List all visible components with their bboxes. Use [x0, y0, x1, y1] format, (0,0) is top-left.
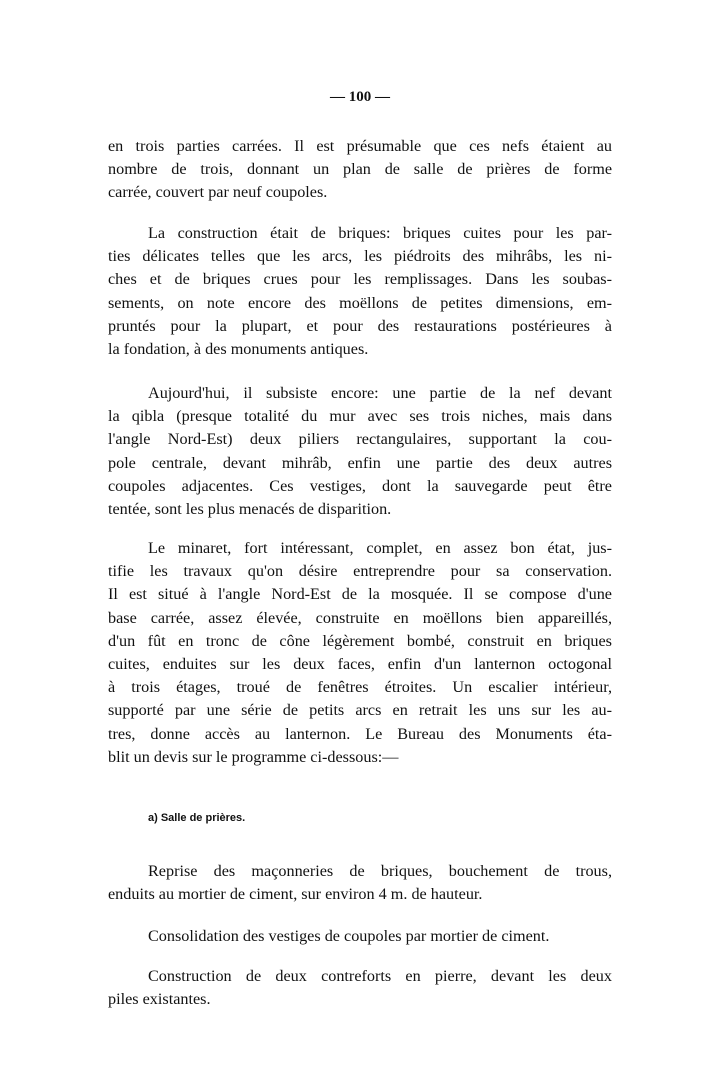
text-line: carrée, couvert par neuf coupoles. — [108, 183, 328, 202]
text-line: tifie les travaux qu'on désire entreprendre pour sa conservation. — [108, 562, 612, 581]
paragraph — [108, 222, 612, 361]
text-line: Aujourd'hui, il subsiste encore: une partie de la nef devant — [148, 384, 612, 402]
paragraph — [108, 537, 612, 769]
text-line: la fondation, à des monuments antiques. — [108, 339, 369, 358]
text-line: tentée, sont les plus menacés de disparition. — [108, 499, 392, 518]
text-line: base carrée, assez élevée, construite en moëllons bien appareillés, — [108, 608, 612, 627]
text-line: ties délicates telles que les arcs, les piédroits des mihrâbs, les ni- — [108, 247, 612, 266]
paragraph — [108, 965, 612, 1011]
page-number: — 100 — — [330, 89, 390, 105]
text-line: d'un fût en tronc de cône légèrement bombé, construit en briques — [108, 631, 612, 650]
text-line: blit un devis sur le programme ci-dessous:— — [108, 747, 399, 766]
text-line: Il est situé à l'angle Nord-Est de la mosquée. Il se compose d'une — [108, 585, 612, 604]
text-line: en trois parties carrées. Il est présumable que ces nefs étaient au — [108, 137, 612, 155]
paragraph — [108, 860, 612, 906]
text-line: Le minaret, fort intéressant, complet, en assez bon état, jus- — [148, 539, 612, 557]
text-line: l'angle Nord-Est) deux piliers rectangulaires, supportant la cou- — [108, 430, 612, 449]
text-line: la qibla (presque totalité du mur avec ses trois niches, mais dans — [108, 407, 612, 426]
text-line: enduits au mortier de ciment, sur environ 4 m. de hauteur. — [108, 885, 483, 904]
section-heading: a) Salle de prières. — [148, 812, 246, 824]
text-line: coupoles adjacentes. Ces vestiges, dont la sauvegarde peut être — [108, 476, 612, 495]
text-line: nombre de trois, donnant un plan de salle de prières de forme — [108, 160, 612, 179]
text-line: pruntés pour la plupart, et pour des restaurations postérieures à — [108, 316, 612, 335]
text-line: tres, donne accès au lanternon. Le Bureau des Monuments éta- — [108, 724, 612, 743]
text-line: sements, on note encore des moëllons de petites dimensions, em- — [108, 293, 612, 312]
paragraph — [108, 382, 612, 521]
text-line: cuites, enduites sur les deux faces, enfin d'un lanternon octogonal — [108, 654, 612, 673]
paragraph — [108, 135, 612, 205]
text-line: Construction de deux contreforts en pierre, devant les deux — [148, 967, 612, 985]
text-line: piles existantes. — [108, 990, 211, 1009]
text-line: pole centrale, devant mihrâb, enfin une partie des deux autres — [108, 453, 612, 472]
text-line: Consolidation des vestiges de coupoles par mortier de ciment. — [148, 927, 550, 945]
text-line: La construction était de briques: briques cuites pour les par- — [148, 224, 612, 242]
text-line: à trois étages, troué de fenêtres étroites. Un escalier intérieur, — [108, 678, 612, 697]
text-line: Reprise des maçonneries de briques, bouchement de trous, — [148, 862, 612, 880]
text-line: ches et de briques crues pour les remplissages. Dans les soubas- — [108, 270, 612, 289]
text-line: supporté par une série de petits arcs en retrait les uns sur les au- — [108, 701, 612, 720]
paragraph — [108, 925, 612, 948]
